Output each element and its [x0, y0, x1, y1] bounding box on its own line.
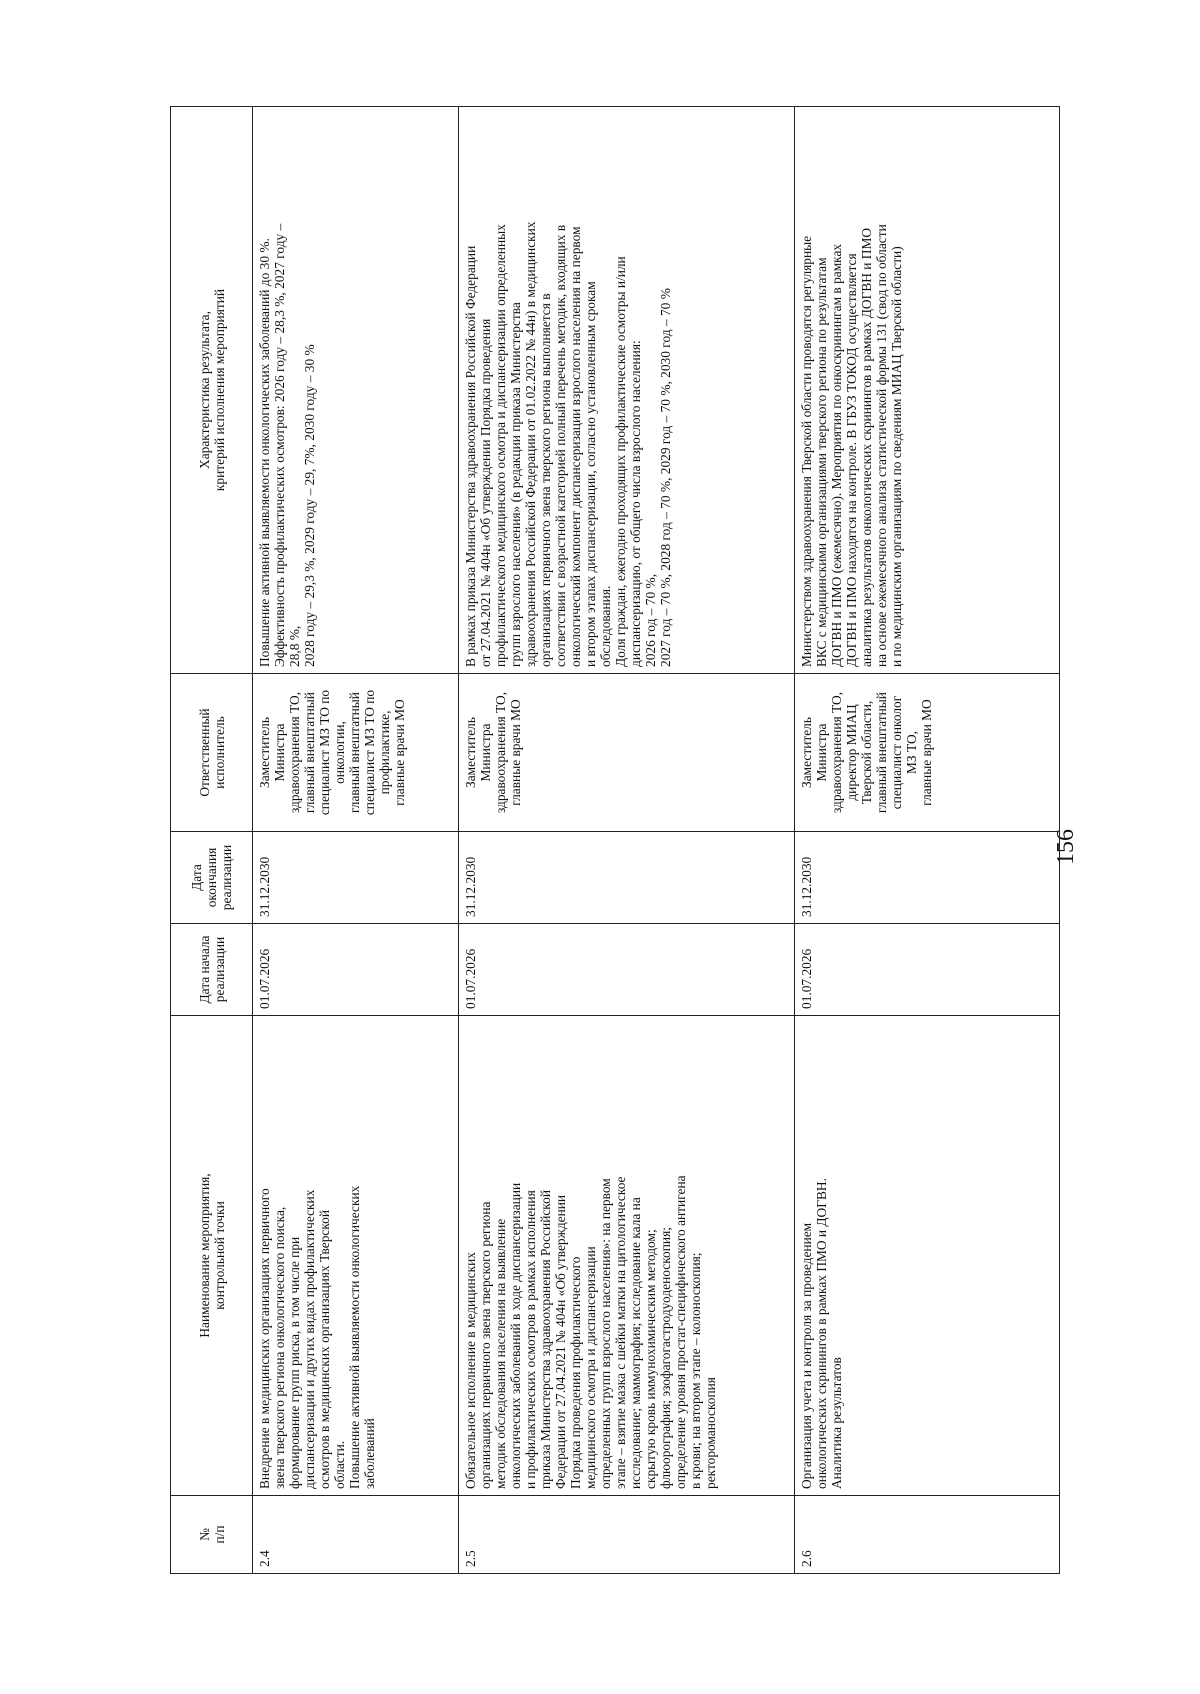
table-row	[253, 107, 459, 1574]
row-responsible: Заместитель Министра здравоохранения ТО, директор МИАЦ Тверской области, главный внештатный специалист онколог МЗ ТО, главные врачи МО	[795, 674, 1060, 832]
header-responsible: Ответственный исполнитель	[171, 674, 253, 832]
header-name: Наименование мероприятия, контрольной точки	[171, 1016, 253, 1496]
row-result: В рамках приказа Министерства здравоохранения Российской Федерации от 27.04.2021 № 404н «Об утверждении Порядка проведения профилактического медицинского осмотра и диспансеризации определенных групп взрослого населения» (в редакции приказа Министерства здравоохранения Российской Федерации от 01.02.2022 № 44н) в медицинских организациях первичного звена тверского региона выполняется в соответствии с возрастной категорией полный перечень методик, входящих в онкологический компонент диспансеризации взрослого населения на первом и втором этапах диспансеризации, согласно установленным срокам обследования. Доля граждан, ежегодно проходящих профилактические осмотры и/или диспансеризацию, от общего числа взрослого населения: 2026 год – 70 %, 2027 год – 70 %, 2028 год – 70 %, 2029 год – 70 %, 2030 год – 70 %	[459, 107, 795, 674]
row-result: Повышение активной выявляемости онкологических заболеваний до 30 %. Эффективность профилактических осмотров: 2026 году – 28,3 %, 2027 году – 28,8 %, 2028 году – 29,3 %, 2029 году – 29, 7%, 2030 году – 30 %	[253, 107, 459, 674]
row-responsible: Заместитель Министра здравоохранения ТО, главный внештатный специалист МЗ ТО по онкологии, главный внештатный специалист МЗ ТО по профилактике, главные врачи МО	[253, 674, 459, 832]
row-name: Обязательное исполнение в медицинских организациях первичного звена тверского региона методик обследования населения на выявление онкологических заболеваний в ходе диспансеризации и профилактических осмотров в рамках исполнения приказа Министерства здравоохранения Российской Федерации от 27.04.2021 № 404н «Об утверждении Порядка проведения профилактического медицинского осмотра и диспансеризации определенных групп взрослого населения»: на первом этапе – взятие мазка с шейки матки на цитологическое исследование; маммография; исследование кала на скрытую кровь иммунохимическим методом; флюорография; эзофагогастродуоденоскопия; определение уровня простат-специфического антигена в крови; на втором этапе – колоноскопия; ректороманоскопия	[459, 1016, 795, 1496]
row-start-date: 01.07.2026	[795, 924, 1060, 1016]
table-row	[795, 107, 1060, 1574]
header-num: № п/п	[171, 1496, 253, 1574]
page-number: 156	[1053, 829, 1079, 865]
row-name: Организация учета и контроля за проведением онкологических скринингов в рамках ПМО и ДОГВН. Аналитика результатов	[795, 1016, 1060, 1496]
table-header-row	[171, 107, 253, 1574]
table-row	[459, 107, 795, 1574]
row-number: 2.6	[795, 1496, 1060, 1574]
row-end-date: 31.12.2030	[459, 832, 795, 924]
row-number: 2.4	[253, 1496, 459, 1574]
row-end-date: 31.12.2030	[253, 832, 459, 924]
header-result: Характеристика результата, критерий исполнения мероприятий	[171, 107, 253, 674]
row-end-date: 31.12.2030	[795, 832, 1060, 924]
row-number: 2.5	[459, 1496, 795, 1574]
row-responsible: Заместитель Министра здравоохранения ТО, главные врачи МО	[459, 674, 795, 832]
row-name: Внедрение в медицинских организациях первичного звена тверского региона онкологического поиска, формирование групп риска, в том числе при диспансеризации и других видах профилактических осмотров в медицинских организациях Тверской области. Повышение активной выявляемости онкологических заболеваний	[253, 1016, 459, 1496]
row-start-date: 01.07.2026	[459, 924, 795, 1016]
plan-table	[170, 106, 1060, 1574]
row-start-date: 01.07.2026	[253, 924, 459, 1016]
row-result: Министерством здравоохранения Тверской области проводятся регулярные ВКС с медицинскими организациями тверского региона по результатам ДОГВН и ПМО (ежемесячно). Мероприятия по онкоскринингам в рамках ДОГВН и ПМО находятся на контроле. В ГБУЗ ТОКОД осуществляется аналитика результатов онкологических скринингов в рамках ДОГВН и ПМО на основе ежемесячного анализа статистической формы 131 (свод по области и по медицинским организациям по сведениям МИАЦ Тверской области)	[795, 107, 1060, 674]
header-end-date: Дата окончания реализации	[171, 832, 253, 924]
header-start-date: Дата начала реализации	[171, 924, 253, 1016]
